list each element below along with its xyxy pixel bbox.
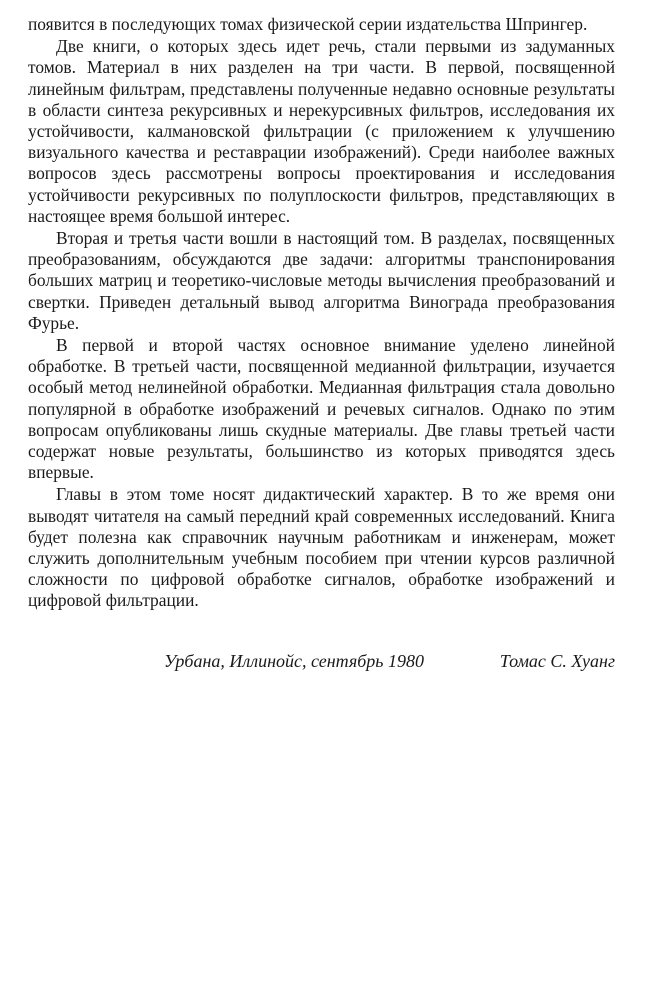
paragraph-didactic: Главы в этом томе носят дидактический характер. В то же время они выводят читателя на самый передний край современных исследований. Книга будет полезна как справочник научным работникам и инженерам, может служить дополнительным учебным пособием при чтении курсов различной сложности по цифровой обработке сигналов, обработке изображений и цифровой фильтрации.	[28, 484, 615, 611]
document-body	[28, 14, 615, 612]
paragraph-two-books: Две книги, о которых здесь идет речь, стали первыми из задуманных томов. Материал в них разделен на три части. В первой, посвященной линейным фильтрам, представлены полученные недавно основные результаты в области синтеза рекурсивных и нерекурсивных фильтров, исследования их устойчивости, калмановской фильтрации (с приложением к улучшению визуального качества и реставрации изображений). Среди наиболее важных вопросов здесь рассмотрены вопросы проектирования и исследования устойчивости рекурсивных по полуплоскости фильтров, представляющих в настоящее время большой интерес.	[28, 36, 615, 226]
signature-line	[28, 651, 615, 675]
signature-place-date: Урбана, Иллинойс, сентябрь 1980	[164, 651, 424, 671]
paragraph-median-filtering: В первой и второй частях основное внимание уделено линейной обработке. В третьей части, посвященной медианной фильтрации, изучается особый метод нелинейной обработки. Медианная фильтрация стала довольно популярной в обработке изображений и речевых сигналов. Однако по этим вопросам опубликованы лишь скудные материалы. Две главы третьей части содержат новые результаты, большинство из которых приводятся здесь впервые.	[28, 335, 615, 483]
signature-author: Томас С. Хуанг	[499, 651, 615, 671]
paragraph-second-third-parts: Вторая и третья части вошли в настоящий том. В разделах, посвященных преобразованиям, обсуждаются две задачи: алгоритмы транспонирования больших матриц и теоретико-числовые методы вычисления преобразований и свертки. Приведен детальный вывод алгоритма Винограда преобразования Фурье.	[28, 228, 615, 333]
paragraph-continuation: появится в последующих томах физической серии издательства Шпрингер.	[28, 14, 588, 34]
